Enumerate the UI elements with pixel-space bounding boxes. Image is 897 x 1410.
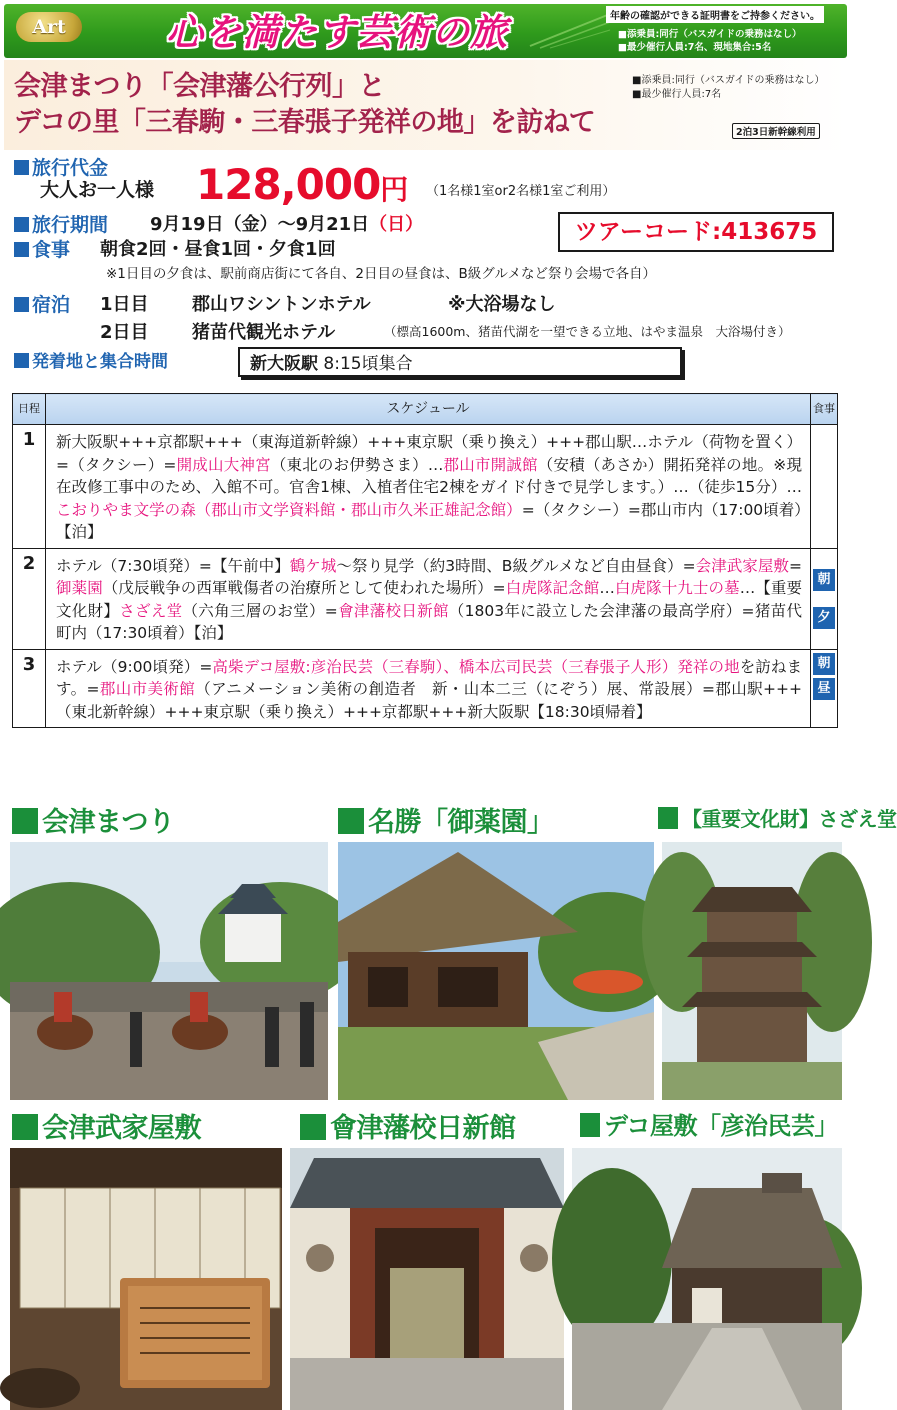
- meal-count: 朝食2回・昼食1回・夕食1回: [100, 239, 336, 260]
- banner-title: 心を満たす芸術の旅: [166, 10, 508, 54]
- departure-label-row: [14, 347, 168, 372]
- schedule-segment: 新大阪駅+++京都駅+++（東海道新幹線）+++東京駅（乗り換え）+++郡山駅…ホテル（荷物を置く）=（タクシー）=: [56, 433, 802, 474]
- header-meal: 食事: [811, 394, 838, 425]
- title-minimum-note: ■最少催行人員:7名: [632, 89, 722, 100]
- schedule-highlight: こおりやま文学の森（郡山市文学資料館・郡山市久米正雄記念館）: [56, 500, 522, 519]
- photo-caption-nisshinkan: [300, 1106, 516, 1145]
- photo-aizu-festival: [10, 842, 328, 1100]
- photo-caption-deko-yashiki: [580, 1106, 838, 1141]
- departure-label: 発着地と集合時間: [32, 352, 168, 372]
- period-value-row: [150, 210, 423, 236]
- header-day: 日程: [13, 394, 46, 425]
- schedule-highlight: さざえ堂: [119, 601, 183, 620]
- square-bullet-icon: [338, 808, 364, 834]
- caption-text: 名勝「御薬園」: [368, 807, 554, 838]
- caption-text: 会津武家屋敷: [42, 1113, 201, 1144]
- caption-text: 會津藩校日新館: [330, 1113, 516, 1144]
- square-bullet-icon: [12, 808, 38, 834]
- photo-caption-aizu-festival: [12, 800, 175, 839]
- square-bullet-icon: [300, 1114, 326, 1140]
- schedule-highlight: 開成山大神宮: [176, 455, 271, 474]
- schedule-highlight: 会津武家屋敷: [695, 556, 789, 575]
- plan-badge: 2泊3日新幹線利用: [732, 123, 820, 139]
- photo-samurai-residence: [10, 1148, 282, 1410]
- title-conductor-note: ■添乗員:同行（バスガイドの乗務はなし）: [632, 75, 825, 86]
- schedule-highlight: 高柴デコ屋敷:彦治民芸（三春駒）、橋本広司民芸（三春張子人形）発祥の地: [212, 657, 740, 676]
- schedule-segment: （安積（あさか）開拓発祥の地。※現在改修工事中のため、入館不可。官舎1棟、入植者住宅2棟をガイド付きで見学します。）…（徒歩15分）…: [56, 455, 802, 496]
- price-room-note: （1名様1室or2名様1室ご利用）: [426, 184, 616, 199]
- art-badge: Art: [16, 12, 82, 42]
- meal-badge-dinner: 夕: [813, 607, 835, 629]
- period-label-row: [14, 210, 108, 237]
- meal-cell: [811, 425, 838, 549]
- schedule-text: [46, 649, 811, 728]
- square-bullet-icon: [658, 807, 678, 829]
- stay-day-2: 2日目: [100, 322, 149, 343]
- schedule-highlight: 御薬園: [56, 579, 103, 597]
- photo-caption-sazaedo: [658, 803, 897, 832]
- meal-cell: [811, 649, 838, 728]
- day-number: 3: [13, 649, 46, 728]
- schedule-segment: ホテル（9:00頃発）=: [56, 657, 213, 676]
- schedule-text: [46, 425, 811, 549]
- photo-caption-oyakuen: [338, 800, 554, 839]
- stay-day-1: 1日目: [100, 294, 149, 315]
- day-number: 2: [13, 548, 46, 649]
- square-bullet-icon: [14, 217, 29, 232]
- square-bullet-icon: [14, 353, 29, 368]
- banner-conductor-note: ■添乗員:同行（バスガイドの乗務はなし）: [618, 29, 802, 40]
- meal-badge-breakfast: 朝: [813, 653, 835, 675]
- schedule-text: [46, 548, 811, 649]
- departure-station: 新大阪駅: [250, 354, 318, 374]
- square-bullet-icon: [14, 160, 29, 175]
- schedule-segment: 〜祭り見学（約3時間、B級グルメなど自由昼食）=: [336, 556, 696, 575]
- meal-badge-breakfast: 朝: [813, 569, 835, 591]
- schedule-segment: ホテル（7:30頃発）=【午前中】: [56, 556, 290, 575]
- schedule-segment: …【重要文化財】: [56, 579, 802, 620]
- schedule-segment: （1803年に設立した会津藩の最高学府）=猪苗代町内（17:30頃着）【泊】: [56, 601, 802, 642]
- stay-hotel-2: 猪苗代観光ホテル: [192, 322, 336, 343]
- schedule-header-row: [13, 394, 838, 425]
- stay-label-row: [14, 290, 70, 317]
- schedule-segment: （戊辰戦争の西軍戦傷者の治療所として使われた場所）=: [102, 579, 506, 597]
- meal-badge-lunch: 昼: [813, 678, 835, 700]
- stay-note-2: （標高1600m、猪苗代湖を一望できる立地、はやま温泉 大浴場付き）: [384, 324, 791, 339]
- decorative-stripes: [530, 8, 610, 48]
- id-notice: 年齢の確認ができる証明書をご持参ください。: [606, 6, 824, 23]
- period-dates: 9月19日（金）〜9月21日: [150, 214, 370, 235]
- departure-time: 8:15頃集合: [323, 354, 413, 374]
- price-amount: 128,000: [196, 160, 381, 209]
- meal-note: ※1日目の夕食は、駅前商店街にて各自、2日目の昼食は、B級グルメなど祭り会場で各自）: [106, 266, 656, 282]
- schedule-segment: （六角三層のお堂）=: [182, 601, 338, 620]
- meal-cell: [811, 548, 838, 649]
- photo-oyakuen: [338, 842, 654, 1100]
- price-unit: 円: [380, 173, 408, 206]
- schedule-segment: （アニメーション美術の創造者 新・山本二三（にぞう）展、常設展）=郡山駅+++（東北新幹線）+++東京駅（乗り換え）+++京都駅+++新大阪駅【18:30頃帰着】: [56, 680, 802, 721]
- square-bullet-icon: [580, 1113, 600, 1137]
- schedule-highlight: 鶴ケ城: [289, 556, 337, 575]
- departure-box: [238, 347, 682, 377]
- meal-label: 食事: [32, 239, 71, 261]
- price-label: 旅行代金: [32, 157, 109, 179]
- schedule-row-day-2: [13, 548, 838, 649]
- schedule-highlight: 白虎隊十九士の墓: [614, 579, 740, 597]
- caption-text: 【重要文化財】さざえ堂: [682, 807, 897, 831]
- schedule-highlight: 郡山市美術館: [99, 680, 196, 698]
- schedule-row-day-3: [13, 649, 838, 728]
- period-label: 旅行期間: [32, 214, 109, 236]
- banner-minimum-note: ■最少催行人員:7名、現地集合:5名: [618, 42, 772, 53]
- photo-nisshinkan: [290, 1148, 564, 1410]
- schedule-highlight: 郡山市開誠館: [443, 455, 538, 474]
- caption-text: 会津まつり: [42, 807, 175, 838]
- schedule-segment: （東北のお伊勢さま）…: [270, 455, 444, 474]
- square-bullet-icon: [14, 297, 29, 312]
- stay-hotel-1: 郡山ワシントンホテル: [192, 294, 371, 315]
- period-sunday: （日）: [369, 214, 424, 235]
- photo-caption-samurai-residence: [12, 1106, 201, 1145]
- schedule-highlight: 會津藩校日新館: [337, 601, 449, 620]
- stay-note-1: ※大浴場なし: [448, 294, 556, 315]
- schedule-row-day-1: [13, 425, 838, 549]
- meal-label-row: [14, 235, 70, 262]
- photo-sazaedo: [662, 842, 842, 1100]
- schedule-segment: =（タクシー）=郡山市内（17:00頃着）【泊】: [56, 500, 802, 541]
- tour-code: ツアーコード:413675: [558, 212, 834, 252]
- header-schedule: スケジュール: [46, 394, 811, 425]
- stay-label: 宿泊: [32, 294, 71, 316]
- schedule-table: [12, 393, 838, 728]
- tour-title-line-1: 会津まつり「会津藩公行列」と: [14, 71, 385, 102]
- schedule-segment: を訪ねます。=: [56, 657, 802, 698]
- tour-title-line-2: デコの里「三春駒・三春張子発祥の地」を訪ねて: [14, 107, 596, 138]
- day-number: 1: [13, 425, 46, 549]
- schedule-segment: =: [788, 556, 802, 575]
- schedule-highlight: 白虎隊記念館: [505, 579, 600, 597]
- caption-text: デコ屋敷「彦治民芸」: [604, 1112, 839, 1140]
- price-amount-row: [196, 160, 407, 209]
- price-target: 大人お一人様: [40, 179, 155, 201]
- schedule-segment: …: [599, 579, 615, 597]
- square-bullet-icon: [14, 242, 29, 257]
- square-bullet-icon: [12, 1114, 38, 1140]
- photo-deko-yashiki: [572, 1148, 842, 1410]
